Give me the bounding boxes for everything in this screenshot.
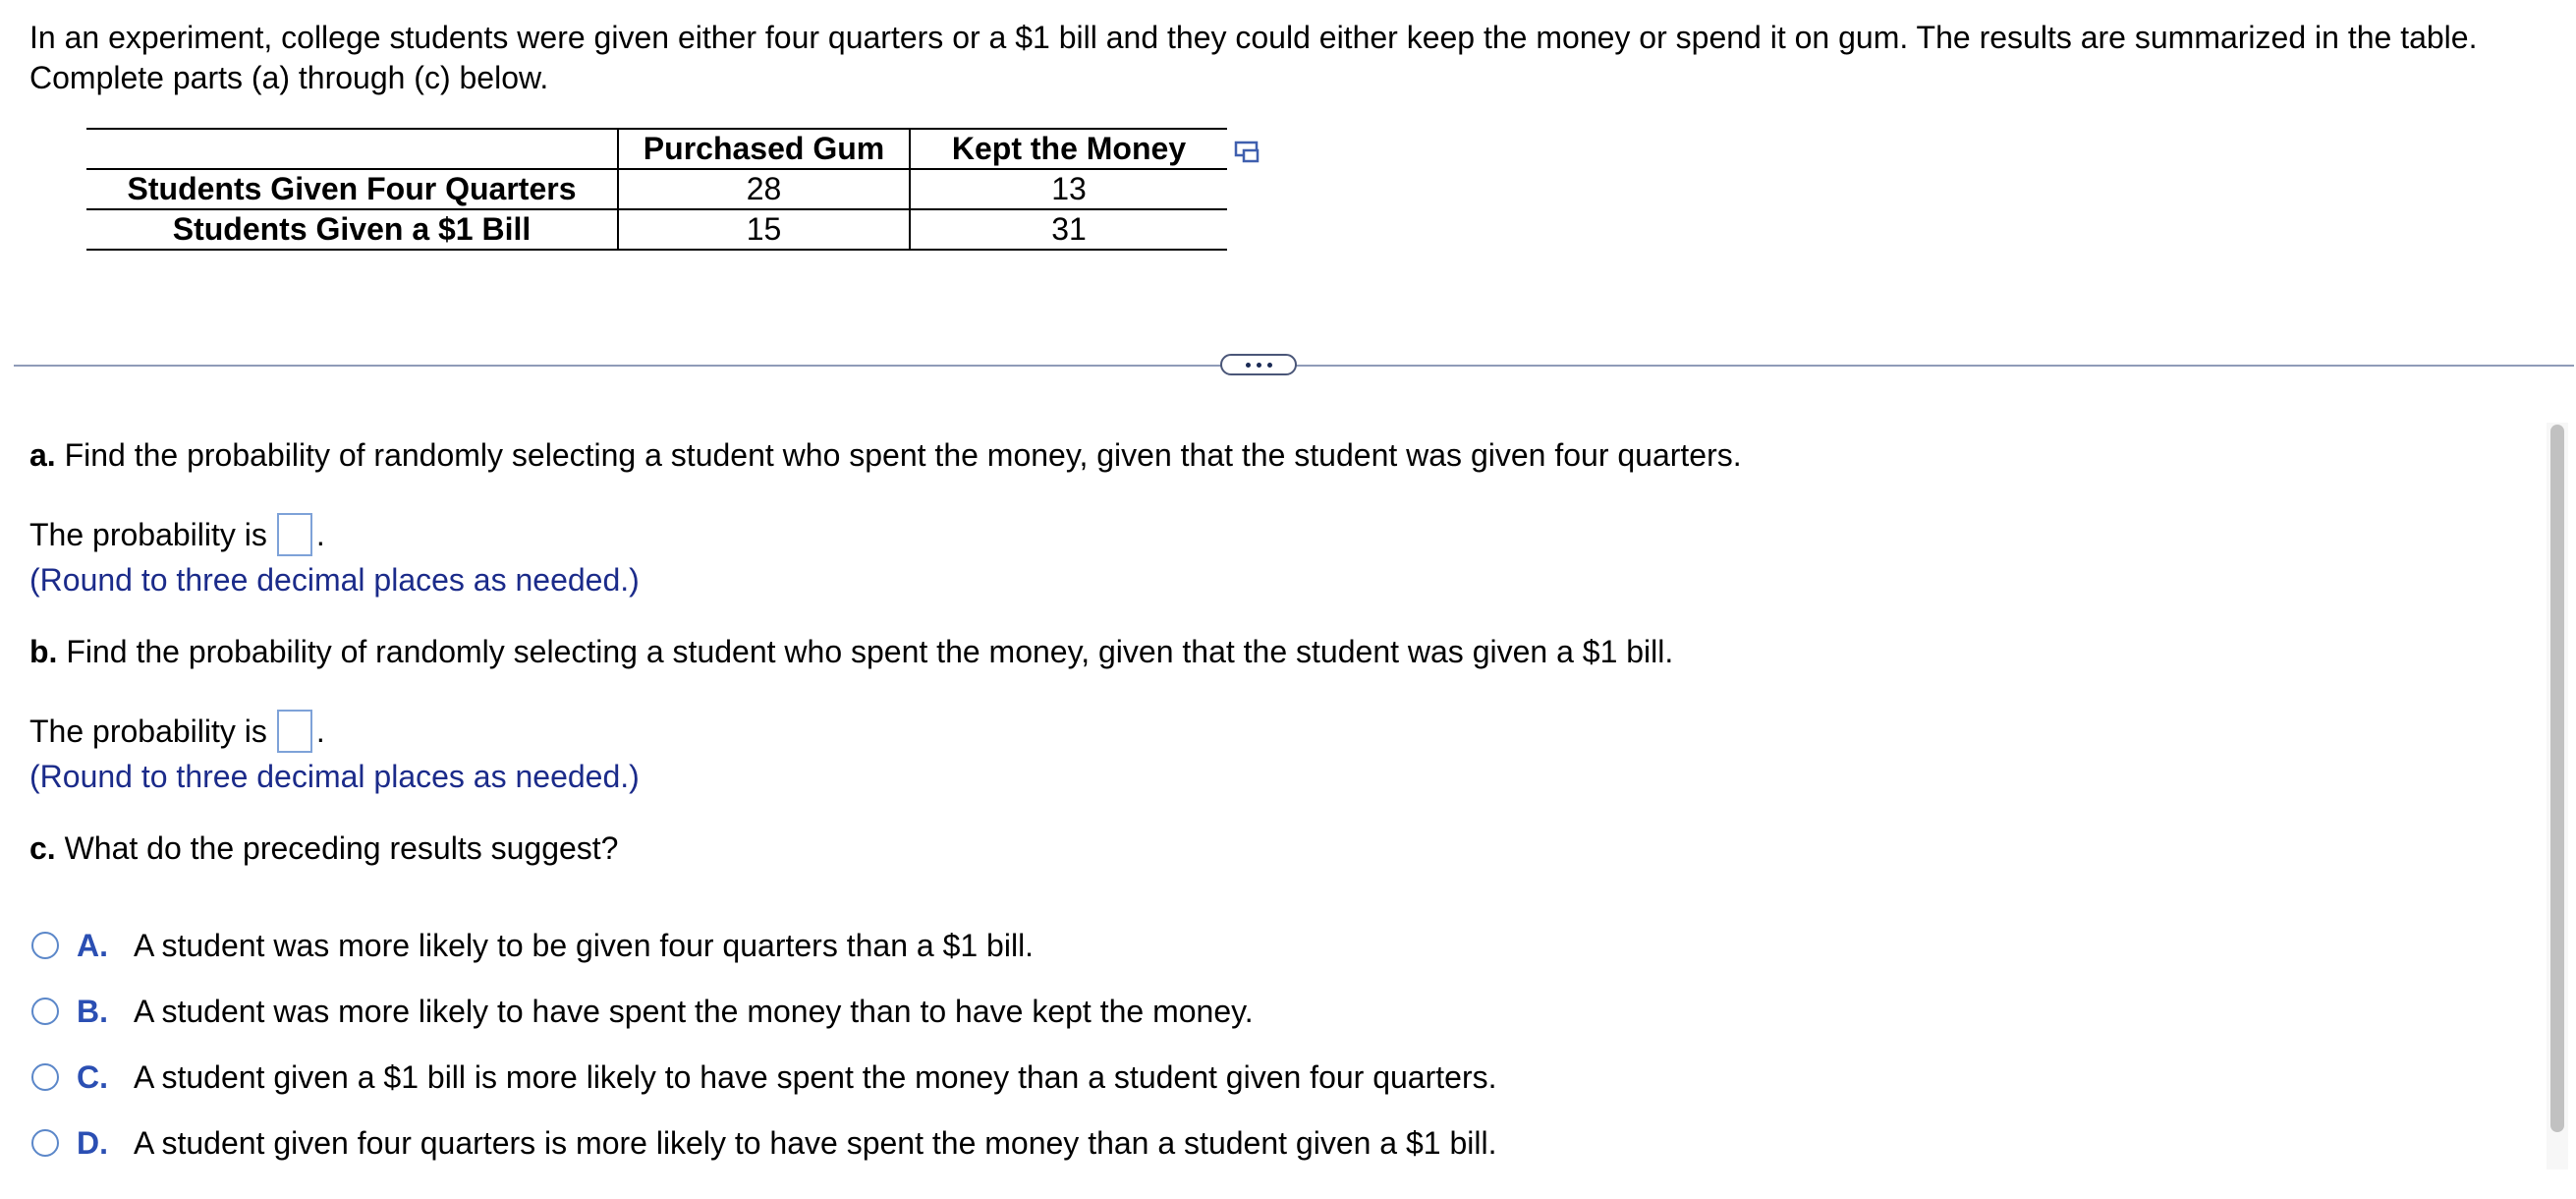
table-header-row [86, 129, 1227, 169]
part-a-answer-suffix: . [315, 517, 325, 552]
part-b-answer-suffix: . [315, 714, 325, 749]
cell-four-quarters-kept: 13 [910, 169, 1227, 209]
ellipsis-dot-icon [1246, 363, 1251, 368]
column-header-purchased-gum: Purchased Gum [618, 129, 910, 169]
copy-table-icon[interactable] [1233, 138, 1262, 167]
table-row [86, 209, 1227, 250]
ellipsis-dot-icon [1267, 363, 1272, 368]
radio-b[interactable] [31, 998, 59, 1025]
part-b-rounding-hint: (Round to three decimal places as needed.) [29, 759, 640, 794]
choice-b[interactable] [31, 992, 1254, 1031]
more-options-button[interactable] [1220, 354, 1297, 375]
radio-a[interactable] [31, 932, 59, 959]
choice-c-text: A student given a $1 bill is more likely to have spent the money than a student given four quarters. [134, 1058, 1497, 1095]
part-a-answer-line [29, 513, 325, 556]
choice-b-letter: B. [77, 993, 108, 1029]
results-table [86, 128, 1227, 251]
choice-a-text: A student was more likely to be given four quarters than a $1 bill. [134, 927, 1035, 963]
part-c-text: What do the preceding results suggest? [64, 830, 619, 866]
problem-line-2: Complete parts (a) through (c) below. [29, 60, 549, 95]
scrollbar-thumb[interactable] [2550, 425, 2564, 1132]
part-a-letter: a. [29, 437, 56, 473]
ellipsis-dot-icon [1257, 363, 1261, 368]
part-c-letter: c. [29, 830, 56, 866]
table-corner-cell [86, 129, 618, 169]
part-b-letter: b. [29, 634, 58, 669]
choice-d[interactable] [31, 1123, 1496, 1163]
choice-c-letter: C. [77, 1058, 108, 1095]
table-row [86, 169, 1227, 209]
choice-d-letter: D. [77, 1124, 108, 1161]
cell-four-quarters-purchased: 28 [618, 169, 910, 209]
choice-c[interactable] [31, 1057, 1496, 1097]
choice-d-text: A student given four quarters is more likely to have spent the money than a student given a $1 bill. [134, 1124, 1497, 1161]
part-b-question [29, 633, 1673, 670]
part-b-answer-prefix: The probability is [29, 714, 267, 749]
row-label-dollar-bill: Students Given a $1 Bill [86, 209, 618, 250]
part-b-answer-input[interactable] [277, 710, 312, 753]
part-c-question [29, 829, 618, 867]
part-a-answer-prefix: The probability is [29, 517, 267, 552]
choice-a-letter: A. [77, 927, 108, 963]
part-a-rounding-hint: (Round to three decimal places as needed.) [29, 562, 640, 598]
column-header-kept-money: Kept the Money [910, 129, 1227, 169]
cell-dollar-bill-kept: 31 [910, 209, 1227, 250]
problem-statement [29, 18, 2564, 98]
part-a-text: Find the probability of randomly selecting a student who spent the money, given that the student was given four quarters. [64, 437, 1742, 473]
problem-line-1: In an experiment, college students were given either four quarters or a $1 bill and they could either keep the money or spend it on gum. The results are summarized in the table. [29, 20, 2478, 55]
part-b-answer-line [29, 710, 325, 753]
choice-b-text: A student was more likely to have spent the money than to have kept the money. [134, 993, 1254, 1029]
radio-d[interactable] [31, 1129, 59, 1157]
row-label-four-quarters: Students Given Four Quarters [86, 169, 618, 209]
choice-a[interactable] [31, 926, 1034, 965]
cell-dollar-bill-purchased: 15 [618, 209, 910, 250]
radio-c[interactable] [31, 1063, 59, 1091]
part-b-text: Find the probability of randomly selecting a student who spent the money, given that the student was given a $1 bill. [66, 634, 1674, 669]
part-a-question [29, 436, 1742, 474]
part-a-answer-input[interactable] [277, 513, 312, 556]
